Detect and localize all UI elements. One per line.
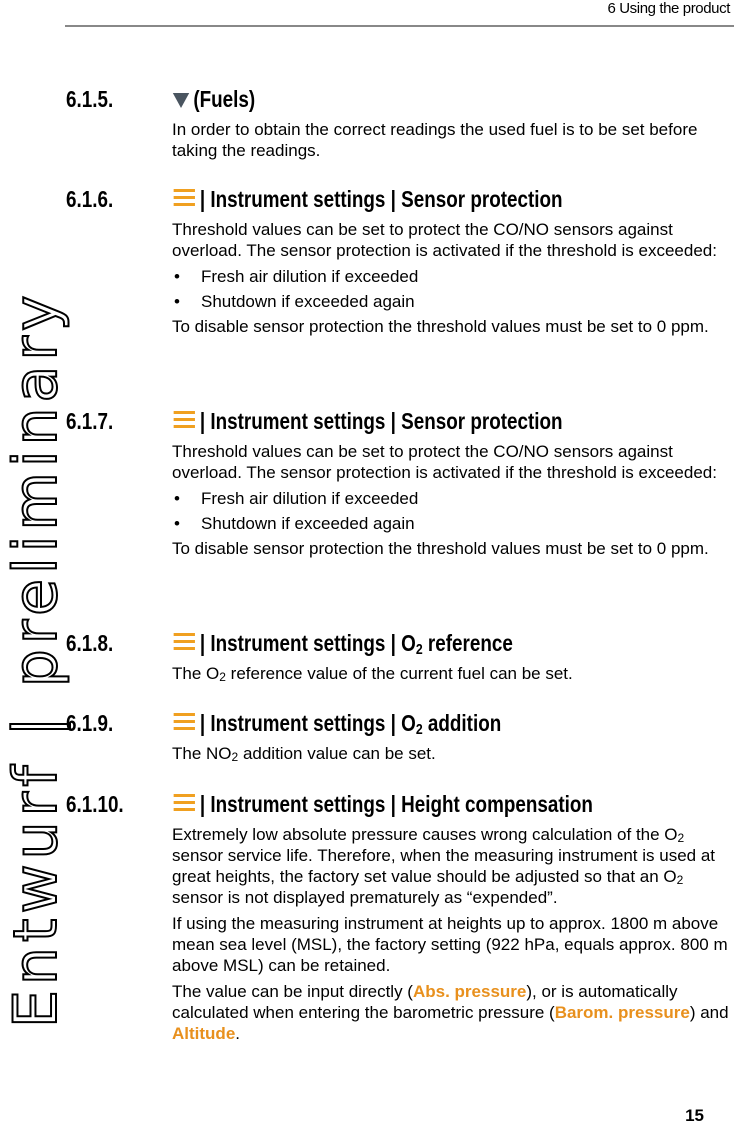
paragraph: The value can be input directly (Abs. pressure), or is automatically calculated when entering the barometric pressure (Barom. pressure) and Altitude. bbox=[172, 982, 729, 1043]
paragraph: If using the measuring instrument at heights up to approx. 1800 m above mean sea level (MSL), the factory setting (922 hPa, equals approx. 800 m above MSL) can be retained. bbox=[172, 914, 728, 975]
section-body bbox=[172, 663, 732, 689]
section-body bbox=[172, 119, 732, 166]
parameter-altitude: Altitude bbox=[172, 1024, 236, 1043]
section-body bbox=[172, 743, 732, 769]
menu-icon bbox=[172, 631, 197, 653]
parameter-barom-pressure: Barom. pressure bbox=[554, 1003, 690, 1022]
menu-icon bbox=[172, 711, 197, 733]
section-number: 6.1.10. bbox=[66, 791, 124, 817]
bullet-item: • Shutdown if exceeded again bbox=[174, 514, 415, 533]
parameter-abs-pressure: Abs. pressure bbox=[412, 982, 527, 1001]
section-title: | Instrument settings | Height compensation bbox=[172, 790, 593, 818]
bullet-item: • Fresh air dilution if exceeded bbox=[174, 267, 419, 286]
section-body bbox=[172, 441, 732, 564]
section-number: 6.1.9. bbox=[66, 710, 114, 736]
menu-icon bbox=[172, 792, 197, 814]
section-title: | Instrument settings | Sensor protection bbox=[172, 407, 563, 435]
header-divider bbox=[65, 25, 734, 27]
section-number: 6.1.7. bbox=[66, 408, 114, 434]
menu-icon bbox=[172, 409, 197, 431]
section-body bbox=[172, 824, 732, 1049]
draft-watermark: Entwurf | preliminary bbox=[1, 290, 71, 1028]
paragraph: Threshold values can be set to protect the CO/NO sensors against overload. The sensor protection is activated if the threshold is exceeded: bbox=[172, 442, 717, 482]
bullet-item: • Fresh air dilution if exceeded bbox=[174, 489, 419, 508]
menu-icon bbox=[172, 187, 197, 209]
chapter-header: 6 Using the product bbox=[607, 0, 730, 17]
triangle-down-icon bbox=[172, 91, 190, 109]
bullet-item: • Shutdown if exceeded again bbox=[174, 292, 415, 311]
section-title: | Instrument settings | $O_2$ addition bbox=[172, 709, 501, 744]
page-number: 15 bbox=[685, 1106, 704, 1125]
section-body bbox=[172, 219, 732, 342]
note: To disable sensor protection the threshold values must be set to 0 ppm. bbox=[172, 539, 709, 558]
paragraph: In order to obtain the correct readings the used fuel is to be set before taking the readings. bbox=[172, 120, 698, 160]
section-title: (Fuels) bbox=[172, 85, 255, 113]
note: To disable sensor protection the threshold values must be set to 0 ppm. bbox=[172, 317, 709, 336]
section-title: | Instrument settings | $O_2$ reference bbox=[172, 629, 513, 664]
paragraph: The $O_2$ reference value of the current fuel can be set. bbox=[172, 664, 573, 684]
section-number: 6.1.8. bbox=[66, 630, 114, 656]
section-title: | Instrument settings | Sensor protection bbox=[172, 185, 563, 213]
section-number: 6.1.5. bbox=[66, 86, 114, 112]
paragraph: Extremely low absolute pressure causes wrong calculation of the $O_2$ sensor service life. Therefore, when the measuring instrument is used at great heights, the factory set value should be adjusted so that an $O_2$ sensor is not displayed prematurely as “expended”. bbox=[172, 825, 716, 907]
section-number: 6.1.6. bbox=[66, 186, 114, 212]
paragraph: Threshold values can be set to protect the CO/NO sensors against overload. The sensor protection is activated if the threshold is exceeded: bbox=[172, 220, 717, 260]
paragraph: The $NO_2$ addition value can be set. bbox=[172, 744, 436, 764]
